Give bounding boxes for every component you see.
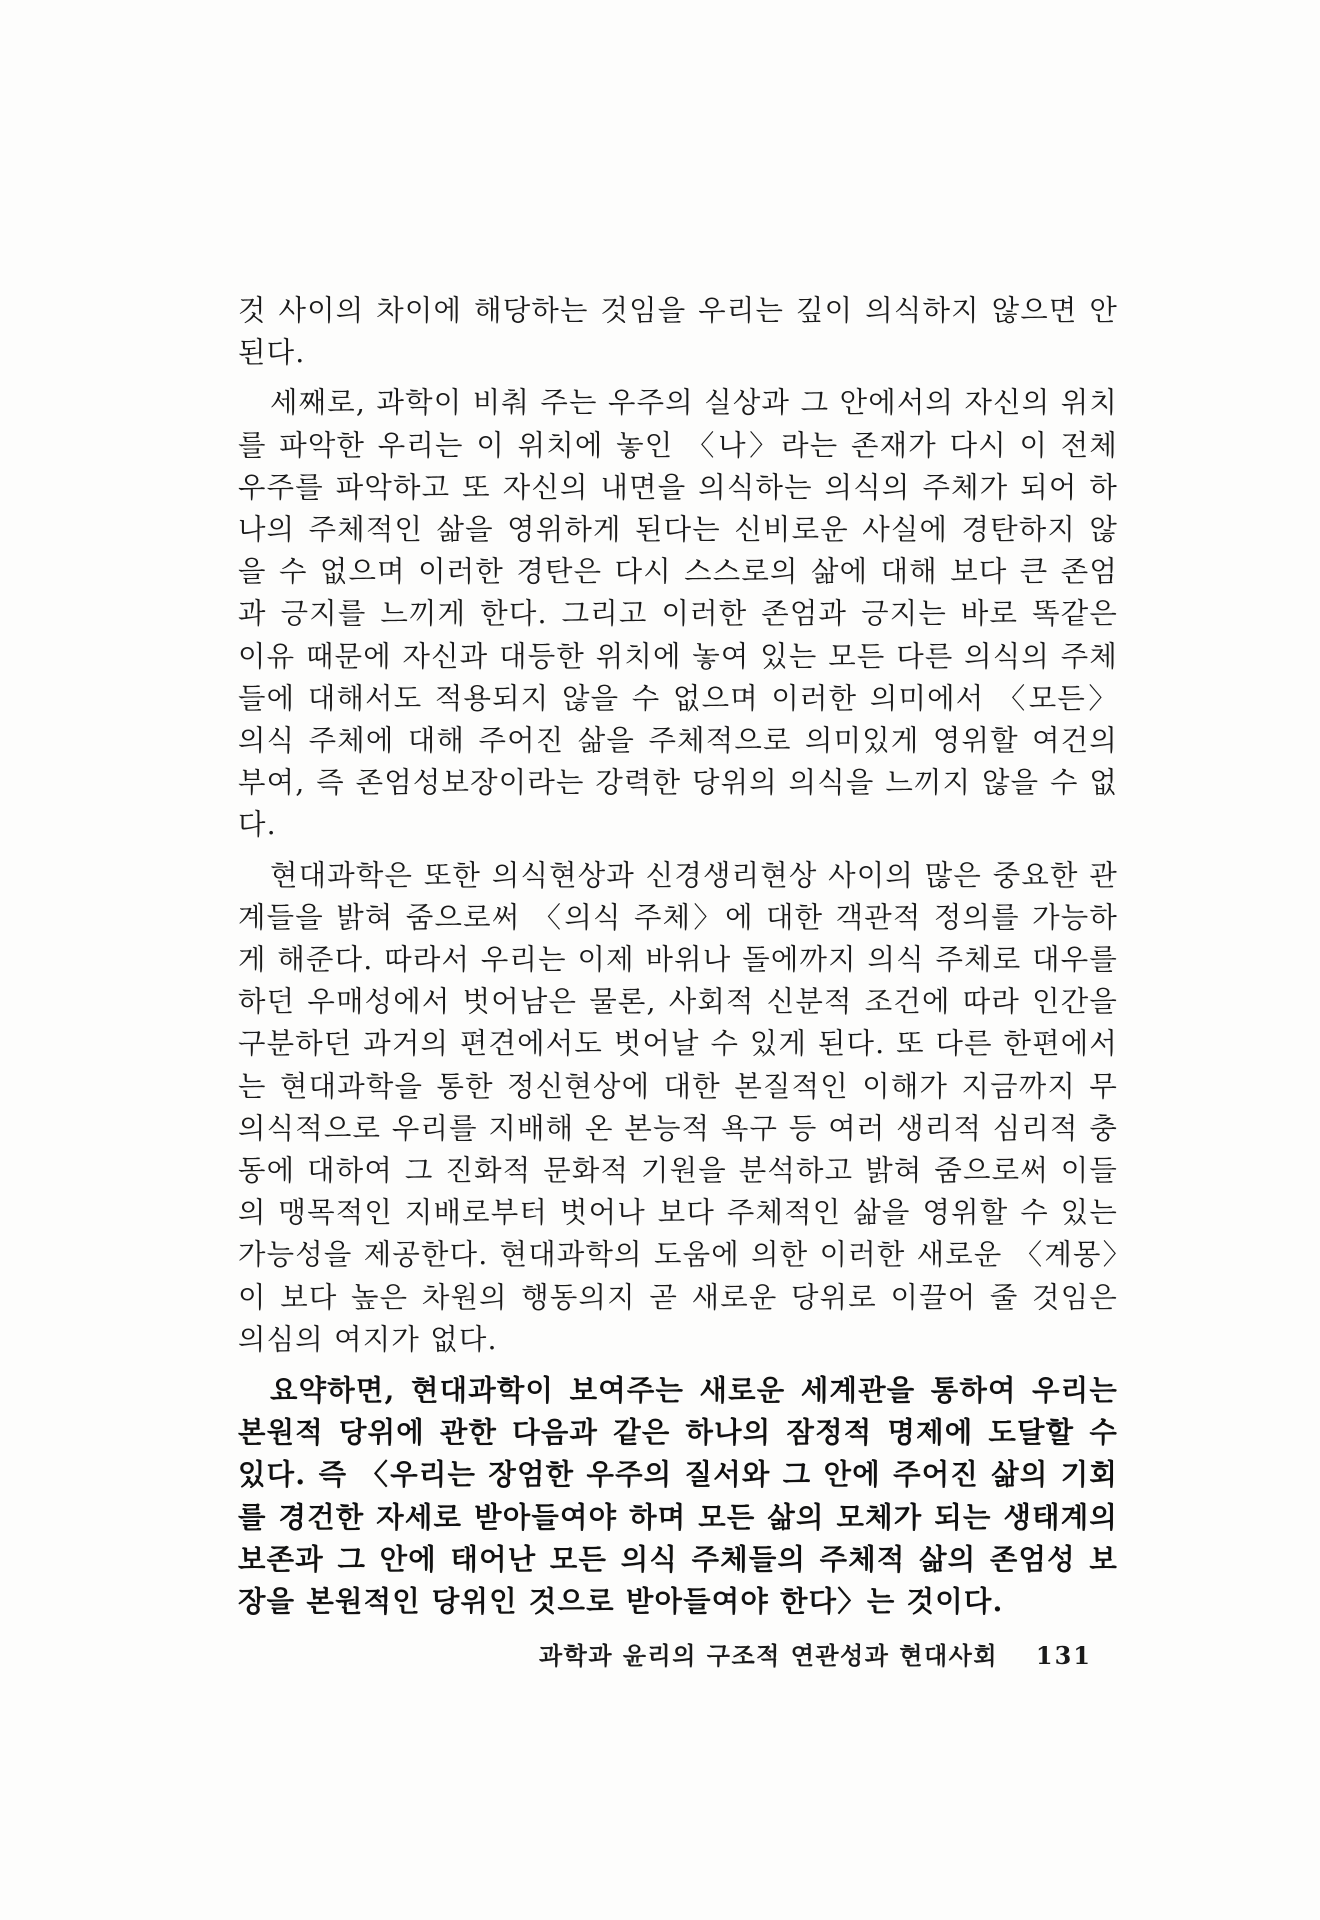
page-footer <box>539 1636 1092 1671</box>
page-number: 131 <box>1035 1641 1092 1670</box>
paragraph-modern-science: 현대과학은 또한 의식현상과 신경생리현상 사이의 많은 중요한 관계들을 밝혀 줌으로써 〈의식 주체〉에 대한 객관적 정의를 가능하게 해준다. 따라서 우리는 이제 바위나 돌에까지 의식 주체로 대우를 하던 우매성에서 벗어남은 물론, 사회적 신분적 조건에 따라 인간을 구분하던 과거의 편견에서도 벗어날 수 있게 된다. 또 다른 한편에서는 현대과학을 통한 정신현상에 대한 본질적인 이해가 지금까지 무의식적으로 우리를 지배해 온 본능적 욕구 등 여러 생리적 심리적 충동에 대하여 그 진화적 문화적 기원을 분석하고 밝혀 줌으로써 이들의 맹목적인 지배로부터 벗어나 보다 주체적인 삶을 영위할 수 있는 가능성을 제공한다. 현대과학의 도움에 의한 이러한 새로운 〈계몽〉이 보다 높은 차원의 행동의지 곧 새로운 당위로 이끌어 줄 것임은 의심의 여지가 없다. <box>238 858 1118 1356</box>
body-text <box>238 290 1118 1630</box>
paragraph-continuation: 것 사이의 차이에 해당하는 것임을 우리는 깊이 의식하지 않으면 안된다. <box>238 294 1118 370</box>
paragraph-third-point: 세째로, 과학이 비춰 주는 우주의 실상과 그 안에서의 자신의 위치를 파악한 우리는 이 위치에 놓인 〈나〉라는 존재가 다시 이 전체 우주를 파악하고 또 자신의 내면을 의식하는 의식의 주체가 되어 하나의 주체적인 삶을 영위하게 된다는 신비로운 사실에 경탄하지 않을 수 없으며 이러한 경탄은 다시 스스로의 삶에 대해 보다 큰 존엄과 긍지를 느끼게 한다. 그리고 이러한 존엄과 긍지는 바로 똑같은 이유 때문에 자신과 대등한 위치에 놓여 있는 모든 다른 의식의 주체들에 대해서도 적용되지 않을 수 없으며 이러한 의미에서 〈모든〉 의식 주체에 대해 주어진 삶을 주체적으로 의미있게 영위할 여건의 부여, 즉 존엄성보장이라는 강력한 당위의 의식을 느끼지 않을 수 없다. <box>238 386 1118 842</box>
running-title: 과학과 윤리의 구조적 연관성과 현대사회 <box>538 1641 999 1670</box>
paragraph-summary: 요약하면, 현대과학이 보여주는 새로운 세계관을 통하여 우리는 본원적 당위에 관한 다음과 같은 하나의 잠정적 명제에 도달할 수 있다. 즉 〈우리는 장엄한 우주의 질서와 그 안에 주어진 삶의 기회를 경건한 자세로 받아들여야 하며 모든 삶의 모체가 되는 생태계의 보존과 그 안에 태어난 모든 의식 주체들의 주체적 삶의 존엄성 보장을 본원적인 당위인 것으로 받아들여야 한다〉는 것이다. <box>238 1373 1118 1619</box>
